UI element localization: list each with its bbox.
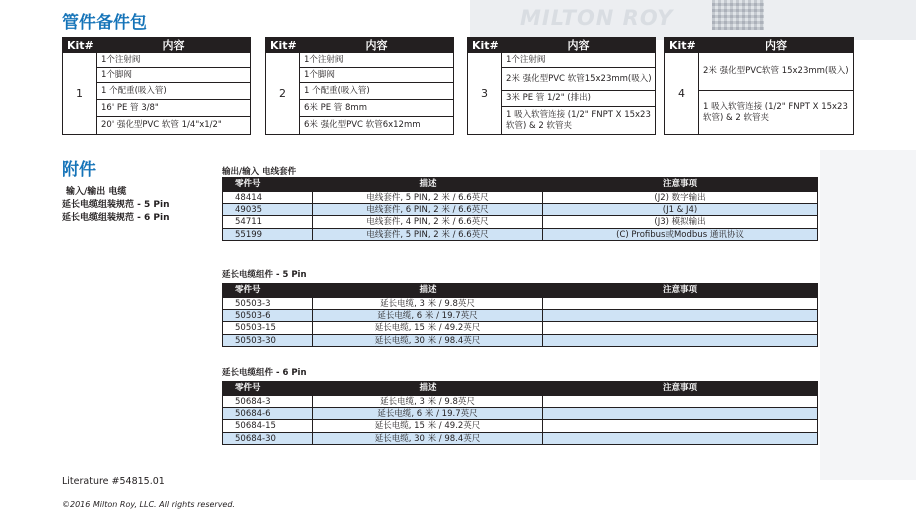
description-cell: 延长电缆, 6 米 / 19.7英尺: [313, 408, 543, 419]
literature-number: Literature #54815.01: [62, 476, 165, 487]
description-cell: 延长电缆, 3 米 / 9.8英尺: [313, 396, 543, 407]
part-number-cell: 50503-3: [223, 298, 313, 309]
part-number-cell: 54711: [223, 216, 313, 227]
table-row: [223, 297, 817, 309]
part-number-header: 零件号: [235, 179, 261, 189]
notes-cell: (J3) 模拟输出: [654, 217, 706, 228]
extension-cable-6pin-table: [222, 381, 818, 445]
milton-roy-logo: MILTON ROY: [520, 6, 674, 30]
part-number-cell: 50503-30: [223, 335, 313, 346]
kit-item: 1 吸入软管连接 (1/2" FNPT X 15x23 软管) & 2 软管夹: [506, 109, 651, 131]
kit-item: 1 个配重(吸入管): [300, 83, 453, 100]
table-row: [223, 203, 817, 215]
notes-cell: [543, 420, 817, 431]
part-number-cell: 50684-6: [223, 408, 313, 419]
description-cell: 延长电缆, 3 米 / 9.8英尺: [313, 298, 543, 309]
notes-cell: [543, 298, 817, 309]
kit-number: 4: [665, 53, 699, 134]
kit-table-header: [468, 38, 655, 53]
description-header: 描述: [419, 179, 437, 189]
notes-cell: [543, 433, 817, 444]
table-header-row: [223, 382, 817, 395]
notes-cell: (J1 & J4): [662, 204, 698, 215]
copyright-notice: ©2016 Milton Roy, LLC. All rights reserved.: [62, 500, 235, 509]
part-number-header: 零件号: [235, 383, 261, 393]
table-row: [223, 432, 817, 444]
tubing-kits-title: 管件备件包: [62, 13, 147, 33]
part-number-cell: 50684-15: [223, 420, 313, 431]
kit-item: 3米 PE 管 1/2" (排出): [502, 91, 655, 107]
extension-cable-5pin-title: 延长电缆组件 - 5 Pin: [222, 270, 307, 280]
part-number-cell: 50684-3: [223, 396, 313, 407]
kit-content-header: 内容: [162, 39, 185, 52]
table-row: [223, 407, 817, 419]
kit-item: 1 吸入软管连接 (1/2" FNPT X 15x23 软管) & 2 软管夹: [703, 101, 848, 123]
kit-content-header: 内容: [365, 39, 388, 52]
part-number-cell: 55199: [223, 229, 313, 240]
description-cell: 电线套件, 5 PIN, 2 米 / 6.6英尺: [313, 229, 543, 240]
extension-cable-5pin-table: [222, 283, 818, 347]
kit-item: 6米 强化型PVC 软管6x12mm: [304, 120, 421, 130]
notes-cell: [543, 396, 817, 407]
table-header-row: [223, 284, 817, 297]
table-row: [223, 334, 817, 346]
table-row: [223, 395, 817, 407]
accessory-list-item: 输入/输出 电缆: [66, 187, 127, 197]
accessory-list-item: 延长电缆组装规范 - 6 Pin: [62, 213, 170, 223]
kit-table-3: [467, 37, 656, 135]
table-row: [223, 228, 817, 240]
notes-cell: (C) Profibus或Modbus 通讯协议: [616, 229, 744, 240]
kit-item: 1个注射阀: [502, 53, 655, 68]
kit-content-header: 内容: [765, 39, 787, 52]
background-pump-shape: [820, 150, 916, 480]
kit-number: 2: [266, 53, 300, 134]
kit-table-2: [265, 37, 454, 135]
kit-table-header: [266, 38, 453, 53]
notes-cell: [543, 322, 817, 333]
accessories-title: 附件: [62, 160, 96, 180]
description-cell: 电线套件, 4 PIN, 2 米 / 6.6英尺: [313, 216, 543, 227]
kit-item: 2米 强化型PVC 软管15x23mm(吸入): [502, 68, 655, 91]
description-cell: 延长电缆, 30 米 / 98.4英尺: [313, 335, 543, 346]
table-row: [223, 321, 817, 333]
notes-cell: [543, 408, 817, 419]
kit-number-header: Kit#: [270, 39, 297, 52]
kit-item: 1个脚阀: [300, 68, 453, 83]
kit-item: 1个注射阀: [300, 53, 453, 68]
notes-header: 注意事项: [662, 285, 697, 295]
kit-item: 2米 强化型PVC软管 15x23mm(吸入): [699, 53, 853, 91]
qr-code-icon: [712, 0, 764, 30]
kit-table-4: [664, 37, 854, 135]
notes-cell: [543, 335, 817, 346]
part-number-header: 零件号: [235, 285, 261, 295]
table-row: [223, 309, 817, 321]
notes-cell: (J2) 数字输出: [654, 192, 706, 203]
part-number-cell: 50503-15: [223, 322, 313, 333]
description-cell: 延长电缆, 6 米 / 19.7英尺: [313, 310, 543, 321]
table-row: [223, 215, 817, 227]
kit-number: 3: [468, 53, 502, 134]
table-header-row: [223, 178, 817, 191]
kit-item: 1个注射阀: [97, 53, 250, 68]
io-cable-table: [222, 177, 818, 241]
kit-item: 20' 强化型PVC 软管 1/4"x1/2": [101, 120, 222, 130]
notes-header: 注意事项: [662, 383, 697, 393]
kit-item: 6米 PE 管 8mm: [300, 100, 453, 117]
description-cell: 延长电缆, 15 米 / 49.2英尺: [313, 420, 543, 431]
description-cell: 电线套件, 6 PIN, 2 米 / 6.6英尺: [313, 204, 543, 215]
part-number-cell: 48414: [223, 192, 313, 203]
description-cell: 延长电缆, 15 米 / 49.2英尺: [313, 322, 543, 333]
description-cell: 电线套件, 5 PIN, 2 米 / 6.6英尺: [313, 192, 543, 203]
part-number-cell: 49035: [223, 204, 313, 215]
kit-number-header: Kit#: [67, 39, 94, 52]
kit-item: 1 个配重(吸入管): [97, 83, 250, 100]
kit-item: 16' PE 管 3/8": [97, 100, 250, 117]
notes-cell: [543, 310, 817, 321]
description-header: 描述: [419, 383, 437, 393]
description-header: 描述: [419, 285, 437, 295]
table-row: [223, 419, 817, 431]
kit-table-header: [665, 38, 853, 53]
kit-table-1: [62, 37, 251, 135]
io-cable-table-title: 输出/输入 电线套件: [222, 167, 297, 177]
notes-header: 注意事项: [662, 179, 697, 189]
part-number-cell: 50503-6: [223, 310, 313, 321]
table-row: [223, 191, 817, 203]
part-number-cell: 50684-30: [223, 433, 313, 444]
kit-item: 1个脚阀: [97, 68, 250, 83]
kit-number-header: Kit#: [669, 39, 696, 52]
description-cell: 延长电缆, 30 米 / 98.4英尺: [313, 433, 543, 444]
accessories-list: [62, 186, 170, 225]
extension-cable-6pin-title: 延长电缆组件 - 6 Pin: [222, 368, 307, 378]
kit-number: 1: [63, 53, 97, 134]
accessory-list-item: 延长电缆组装规范 - 5 Pin: [62, 200, 170, 210]
kit-content-header: 内容: [567, 39, 590, 52]
kit-number-header: Kit#: [472, 39, 499, 52]
kit-table-header: [63, 38, 250, 53]
